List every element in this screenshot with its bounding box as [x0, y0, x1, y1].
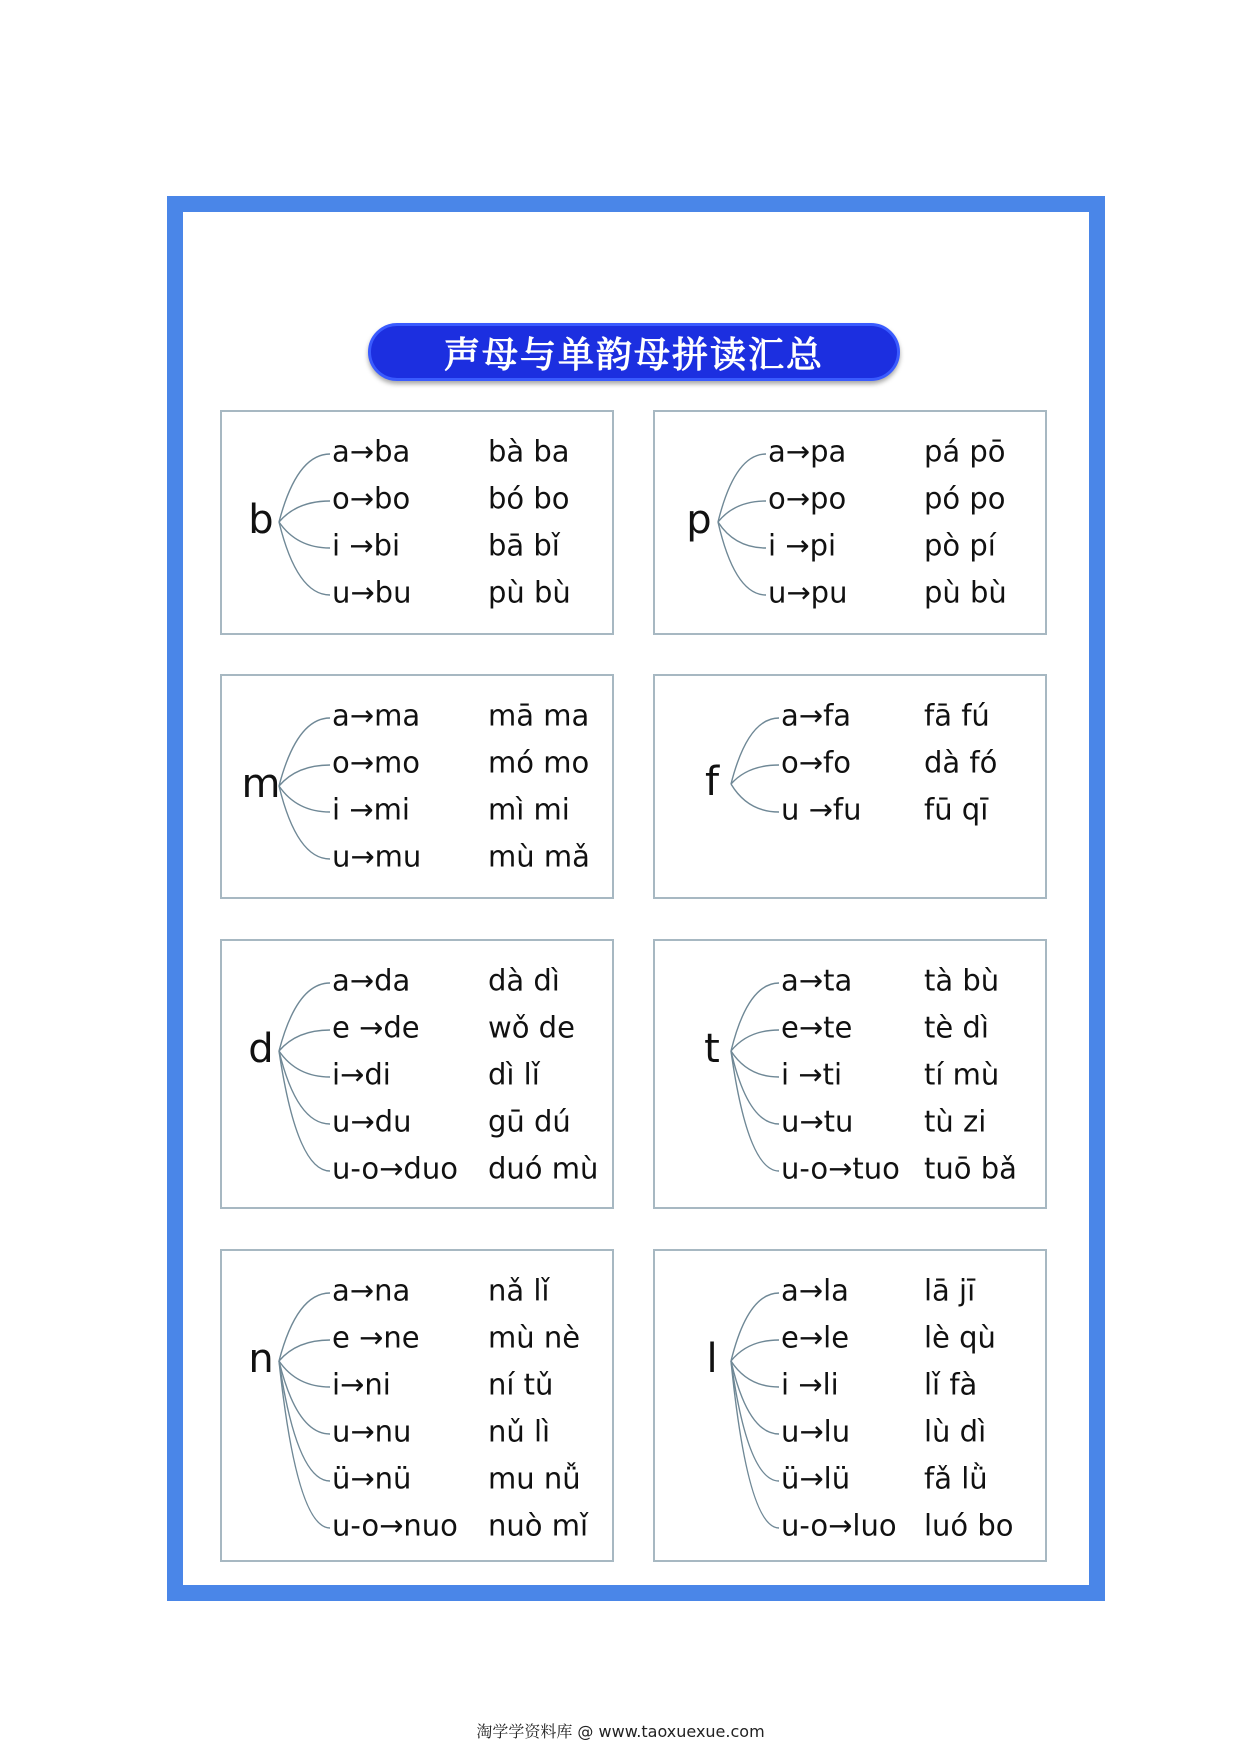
connector-line	[731, 1051, 779, 1124]
example-word: pá pō	[924, 434, 1006, 469]
syllable-formula: a→ma	[332, 698, 421, 733]
example-word: fǎ lǜ	[924, 1461, 988, 1496]
connector-line	[718, 501, 766, 522]
syllable-formula: u-o→duo	[332, 1151, 458, 1186]
example-word: mì mi	[488, 792, 570, 827]
connector-line	[731, 1293, 779, 1361]
syllable-formula: e →ne	[332, 1320, 420, 1355]
example-word: pó po	[924, 481, 1006, 516]
syllable-formula: i→ni	[332, 1367, 391, 1402]
example-word: bà ba	[488, 434, 570, 469]
syllable-formula: a→fa	[781, 698, 852, 733]
example-word: mù nè	[488, 1320, 581, 1355]
example-word: nǔ lì	[488, 1414, 551, 1449]
connector-line	[279, 1051, 330, 1124]
initial-card-b	[220, 410, 614, 635]
poster-title: 声母与单韵母拼读汇总	[443, 334, 824, 376]
connector-line	[279, 454, 330, 522]
example-word: tuō bǎ	[924, 1151, 1017, 1186]
syllable-formula: ü→nü	[332, 1461, 412, 1496]
footer-watermark: 淘学学资料库 @ www.taoxuexue.com	[476, 1722, 765, 1741]
example-word: dà dì	[488, 963, 560, 998]
syllable-formula: o→mo	[332, 745, 421, 780]
initial-card-n	[220, 1249, 614, 1562]
connector-line	[731, 1051, 779, 1077]
syllable-formula: a→ba	[332, 434, 411, 469]
example-word: lā jī	[924, 1273, 976, 1308]
connector-line	[718, 522, 766, 595]
syllable-formula: u →fu	[781, 792, 862, 827]
connector-line	[731, 784, 779, 812]
connector-line	[279, 1361, 330, 1387]
connector-line	[279, 765, 330, 786]
syllable-formula: i →ti	[781, 1057, 843, 1092]
example-word: gū dú	[488, 1104, 571, 1139]
example-word: tè dì	[924, 1010, 989, 1045]
syllable-formula: u→tu	[781, 1104, 854, 1139]
example-word: pò pí	[924, 528, 996, 563]
example-word: fū qī	[924, 792, 989, 827]
example-word: ní tǔ	[488, 1367, 554, 1402]
syllable-formula: u-o→tuo	[781, 1151, 900, 1186]
syllable-formula: a→ta	[781, 963, 853, 998]
connector-line	[731, 1030, 779, 1051]
syllable-formula: u→bu	[332, 575, 412, 610]
example-word: pù bù	[924, 575, 1007, 610]
initial-letter: b	[248, 497, 274, 543]
example-word: dì lǐ	[488, 1057, 540, 1092]
syllable-formula: e→te	[781, 1010, 853, 1045]
connector-line	[718, 522, 766, 548]
initial-letter: m	[241, 761, 281, 807]
connector-line	[279, 1293, 330, 1361]
syllable-formula: ü→lü	[781, 1461, 851, 1496]
connector-line	[279, 522, 330, 595]
syllable-formula: e→le	[781, 1320, 850, 1355]
example-word: lù dì	[924, 1414, 987, 1449]
syllable-formula: a→na	[332, 1273, 411, 1308]
connector-line	[731, 983, 779, 1051]
connector-line	[718, 454, 766, 522]
connector-line	[279, 501, 330, 522]
syllable-formula: u-o→nuo	[332, 1508, 458, 1543]
example-word: mā ma	[488, 698, 590, 733]
connector-line	[731, 1340, 779, 1361]
initial-card-p	[653, 410, 1047, 635]
initial-card-m	[220, 674, 614, 899]
example-word: nuò mǐ	[488, 1508, 589, 1543]
example-word: tí mù	[924, 1057, 1000, 1092]
example-word: dà fó	[924, 745, 998, 780]
connector-line	[279, 718, 330, 786]
initial-letter: p	[686, 497, 712, 543]
connector-line	[279, 1051, 330, 1077]
syllable-formula: a→da	[332, 963, 411, 998]
connector-line	[279, 983, 330, 1051]
example-word: duó mù	[488, 1151, 599, 1186]
syllable-formula: i →mi	[332, 792, 410, 827]
example-word: lǐ fà	[924, 1367, 978, 1402]
connector-line	[279, 1340, 330, 1361]
syllable-formula: i →pi	[768, 528, 837, 563]
syllable-formula: i →bi	[332, 528, 401, 563]
example-word: pù bù	[488, 575, 571, 610]
initial-letter: l	[706, 1336, 718, 1382]
initial-card-d	[220, 939, 614, 1209]
example-word: tà bù	[924, 963, 1000, 998]
title-banner	[368, 323, 900, 381]
initial-card-f	[653, 674, 1047, 899]
syllable-formula: u→pu	[768, 575, 848, 610]
connector-line	[279, 1030, 330, 1051]
initial-letter: n	[248, 1336, 274, 1382]
example-word: nǎ lǐ	[488, 1273, 550, 1308]
example-word: luó bo	[924, 1508, 1014, 1543]
example-word: fā fú	[924, 698, 990, 733]
example-word: tù zi	[924, 1104, 987, 1139]
example-word: mu nǚ	[488, 1461, 581, 1496]
initial-card-t	[653, 939, 1047, 1209]
initial-letter: d	[248, 1026, 274, 1072]
syllable-formula: a→la	[781, 1273, 849, 1308]
example-word: wǒ de	[488, 1010, 575, 1045]
connector-line	[731, 765, 779, 784]
syllable-formula: u→du	[332, 1104, 412, 1139]
connector-line	[279, 786, 330, 812]
initial-letter: t	[704, 1026, 720, 1072]
example-word: bā bǐ	[488, 528, 560, 563]
example-word: mó mo	[488, 745, 590, 780]
initial-card-l	[653, 1249, 1047, 1562]
syllable-formula: e →de	[332, 1010, 420, 1045]
syllable-formula: o→po	[768, 481, 847, 516]
connector-line	[731, 1361, 779, 1387]
connector-line	[279, 786, 330, 859]
example-word: lè qù	[924, 1320, 996, 1355]
syllable-formula: a→pa	[768, 434, 847, 469]
initial-letter: f	[704, 759, 720, 805]
example-word: bó bo	[488, 481, 570, 516]
syllable-formula: o→fo	[781, 745, 851, 780]
syllable-formula: u→lu	[781, 1414, 851, 1449]
connector-line	[731, 718, 779, 784]
syllable-formula: u-o→luo	[781, 1508, 897, 1543]
syllable-formula: o→bo	[332, 481, 411, 516]
syllable-formula: i →li	[781, 1367, 839, 1402]
example-word: mù mǎ	[488, 839, 590, 874]
syllable-formula: u→mu	[332, 839, 422, 874]
syllable-formula: i→di	[332, 1057, 391, 1092]
connector-line	[279, 522, 330, 548]
syllable-formula: u→nu	[332, 1414, 412, 1449]
